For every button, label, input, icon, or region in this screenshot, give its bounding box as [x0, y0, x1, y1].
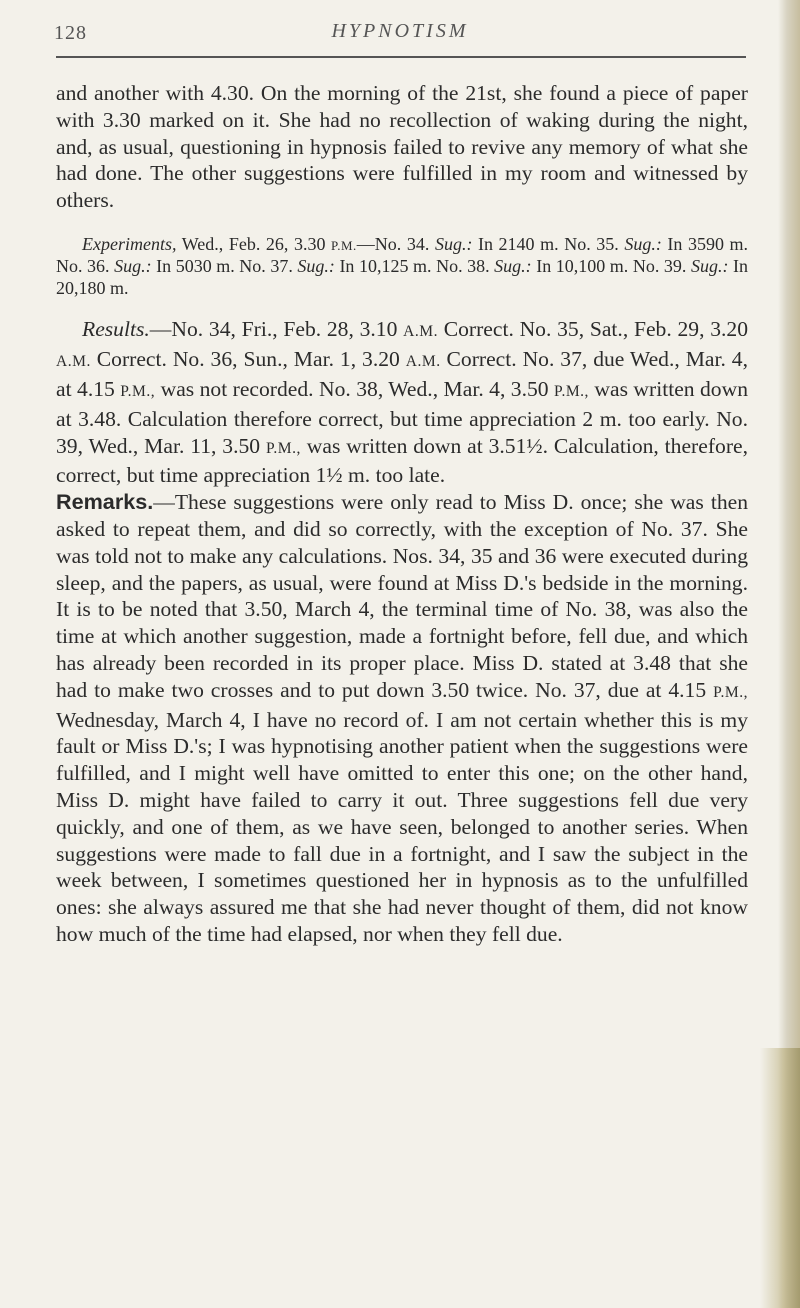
results-paragraph: Results.—No. 34, Fri., Feb. 28, 3.10 A.M. Correct. No. 35, Sat., Feb. 29, 3.20 A.M. Correct. No. 36, Sun., Mar. 1, 3.20 A.M. Correct. No. 37, due Wed., Mar. 4, at 4.15 P.M., was not recorded. No. 38, Wed., Mar. 4, 3.50 P.M., was written down at 3.48. Calculation therefore correct, but time appreciation 2 m. too early. No. 39, Wed., Mar. 11, 3.50 P.M., was written down at 3.51½. Calculation, therefore, correct, but time appreciation 1½ m. too late. [56, 317, 748, 488]
experiments-label: Experiments, [82, 233, 177, 254]
page-number: 128 [54, 22, 87, 44]
experiments-paragraph: Experiments, Wed., Feb. 26, 3.30 P.M.—No. 34. Sug.: In 2140 m. No. 35. Sug.: In 3590 m. No. 36. Sug.: In 5030 m. No. 37. Sug.: In 10,125 m. No. 38. Sug.: In 10,100 m. No. 39. Sug.: In 20,180 m. [56, 233, 749, 298]
results-label: Results. [82, 317, 150, 342]
body-text [56, 80, 748, 948]
remarks-paragraph: Remarks.—These suggestions were only read to Miss D. once; she was then asked to repeat them, and did so correctly, with the exception of No. 37. She was told not to make any calculations. Nos. 34, 35 and 36 were executed during sleep, and the papers, as usual, were found at Miss D.'s bedside in the morning. It is to be noted that 3.50, March 4, the terminal time of No. 38, was also the time at which another suggestion, made a fortnight before, fell due, and which has already been recorded in its proper place. Miss D. stated at 3.48 that she had to make two crosses and to put down 3.50 twice. No. 37, due at 4.15 P.M., Wednesday, March 4, I have no record of. I am not certain whether this is my fault or Miss D.'s; I was hypnotising another patient when the suggestions were fulfilled, and I might well have omitted to enter this one; on the other hand, Miss D. might have failed to carry it out. Three suggestions fell due very quickly, and one of them, as we have seen, belonged to another series. When suggestions were made to fall due in a fortnight, and I saw the subject in the week between, I sometimes questioned her in hypnosis as to the unfulfilled ones: she always assured me that she had never thought of them, did not know how much of the time had elapsed, nor when they fell due. [56, 489, 748, 947]
header-rule [56, 56, 746, 58]
page-corner-stain [760, 1048, 800, 1308]
remarks-label: Remarks. [56, 489, 154, 515]
paragraph-continuation: and another with 4.30. On the morning of the 21st, she found a piece of paper with 3.30 marked on it. She had no recollection of waking during the night, and, as usual, questioning in hypnosis failed to revive any memory of what she had done. The other suggestions were fulfilled in my room and witnessed by others. [56, 81, 748, 213]
running-head: HYPNOTISM [331, 20, 469, 42]
